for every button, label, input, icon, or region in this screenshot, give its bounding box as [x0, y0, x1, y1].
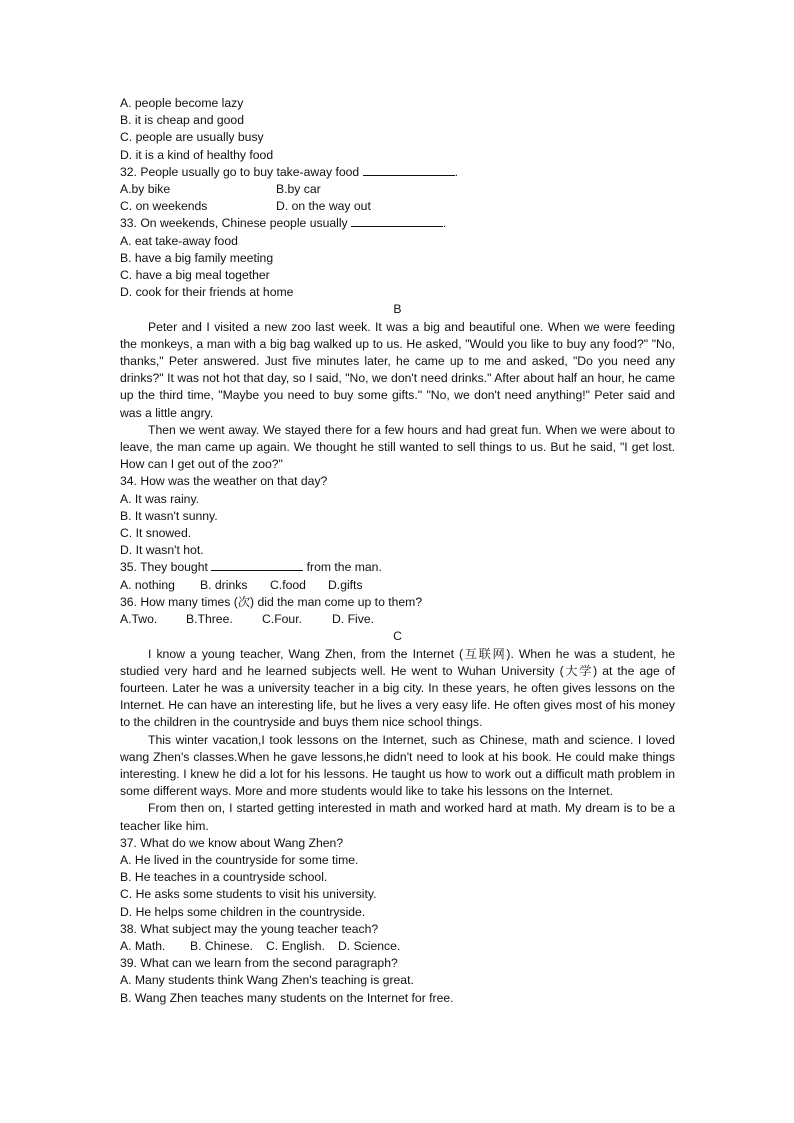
q34-stem: 34. How was the weather on that day?: [120, 474, 328, 489]
q38-stem: 38. What subject may the young teacher teach?: [120, 921, 379, 936]
q34-option-b: B. It wasn't sunny.: [120, 508, 218, 523]
q38-option-a: A. Math.: [120, 938, 166, 953]
q37-option-d: D. He helps some children in the countryside.: [120, 904, 366, 919]
q38-options: [120, 938, 675, 955]
passage-b-paragraph-1: Peter and I visited a new zoo last week. It was a big and beautiful one. When we were feeding the monkeys, a man with a big bag walked up to us. He asked, "Would you like to buy any food?" "No, thanks," Peter answered. Just five minutes later, he came up to me and asked, "Do you need any drinks?" It was not hot that day, so I said, "No, we don't need drinks." After about half an hour, he came up the third time, "Maybe you need to buy some gifts." "No, we don't need anything!" Peter said and was a little angry.: [120, 319, 675, 420]
q37-option-c: C. He asks some students to visit his university.: [120, 887, 377, 902]
q32-options-row-1: [120, 181, 675, 198]
q34-option-a: A. It was rainy.: [120, 491, 200, 506]
q32-options-row-2: [120, 198, 675, 215]
q35-option-c: C.food: [270, 577, 306, 592]
q31-option-b: B. it is cheap and good: [120, 113, 244, 128]
q39-option-a: A. Many students think Wang Zhen's teaching is great.: [120, 973, 414, 988]
q32-option-a: A.by bike: [120, 182, 171, 197]
q33-answer-blank: [351, 215, 443, 227]
q34-option-c: C. It snowed.: [120, 526, 192, 541]
q33-stem-end: .: [443, 216, 447, 231]
q32-stem: [120, 164, 675, 181]
q36-options: [120, 611, 675, 628]
q37-option-b: B. He teaches in a countryside school.: [120, 870, 328, 885]
q38-option-c: C. English.: [266, 938, 325, 953]
q32-option-d: D. on the way out: [276, 199, 371, 214]
q31-option-d: D. it is a kind of healthy food: [120, 147, 274, 162]
q33-option-c: C. have a big meal together: [120, 268, 270, 283]
q31-option-a: A. people become lazy: [120, 96, 244, 110]
q33-option-b: B. have a big family meeting: [120, 250, 274, 265]
q31-option-c: C. people are usually busy: [120, 130, 264, 145]
q36-option-c: C.Four.: [262, 612, 302, 627]
q32-answer-blank: [363, 164, 455, 176]
q37-stem: 37. What do we know about Wang Zhen?: [120, 835, 344, 850]
q38-option-b: B. Chinese.: [190, 938, 254, 953]
q37-option-a: A. He lived in the countryside for some time.: [120, 852, 359, 867]
passage-c-paragraph-1: I know a young teacher, Wang Zhen, from the Internet (互联网). When he was a student, he studied very hard and he learned subjects well. He went to Wuhan University (大学) at the age of fourteen. Later he was a university teacher in a big city. In these years, he often gives lessons on the Internet. He can have an interesting life, but he lives a very easy life. He often gives most of his money to the children in the countryside and buys them nice school things.: [120, 646, 675, 730]
q35-stem: [120, 559, 675, 576]
q32-stem-text: 32. People usually go to buy take-away food: [120, 164, 360, 179]
q33-stem-text: 33. On weekends, Chinese people usually: [120, 216, 348, 231]
passage-c-paragraph-3: From then on, I started getting interested in math and worked hard at math. My dream is to be a teacher like him.: [120, 801, 675, 833]
q36-option-d: D. Five.: [332, 612, 374, 627]
q39-stem: 39. What can we learn from the second paragraph?: [120, 956, 398, 971]
section-b-label: B: [393, 302, 402, 317]
q32-option-b: B.by car: [276, 182, 321, 197]
q35-options: [120, 577, 675, 594]
q33-stem: [120, 215, 675, 232]
q35-option-b: B. drinks: [200, 577, 248, 592]
q35-stem-text: 35. They bought: [120, 560, 208, 575]
section-c-label: C: [393, 629, 402, 644]
q35-option-a: A. nothing: [120, 577, 175, 592]
q34-option-d: D. It wasn't hot.: [120, 543, 204, 558]
q33-option-d: D. cook for their friends at home: [120, 285, 294, 300]
passage-c-paragraph-2: This winter vacation,I took lessons on the Internet, such as Chinese, math and science. I loved wang Zhen's classes.When he gave lessons,he didn't need to look at his book. He could make things interesting. I knew he did a lot for his lessons. He taught us how to work out a difficult math problem in some different ways. More and more students would like to take his lessons on the Internet.: [120, 732, 675, 799]
q35-answer-blank: [211, 559, 303, 571]
exam-page: [120, 95, 675, 1007]
q39-option-b: B. Wang Zhen teaches many students on the Internet for free.: [120, 990, 454, 1005]
q35-option-d: D.gifts: [328, 577, 363, 592]
q38-option-d: D. Science.: [338, 938, 401, 953]
q32-stem-end: .: [454, 164, 458, 179]
q35-stem-end: from the man.: [306, 560, 382, 575]
q32-option-c: C. on weekends: [120, 199, 208, 214]
q36-option-a: A.Two.: [120, 612, 158, 627]
q36-stem: 36. How many times (次) did the man come up to them?: [120, 594, 423, 609]
q33-option-a: A. eat take-away food: [120, 233, 238, 248]
q36-option-b: B.Three.: [186, 612, 233, 627]
passage-b-paragraph-2: Then we went away. We stayed there for a few hours and had great fun. When we were about to leave, the man came up again. We thought he still wanted to sell things to us. But he said, "I get lost. How can I get out of the zoo?": [120, 422, 675, 472]
